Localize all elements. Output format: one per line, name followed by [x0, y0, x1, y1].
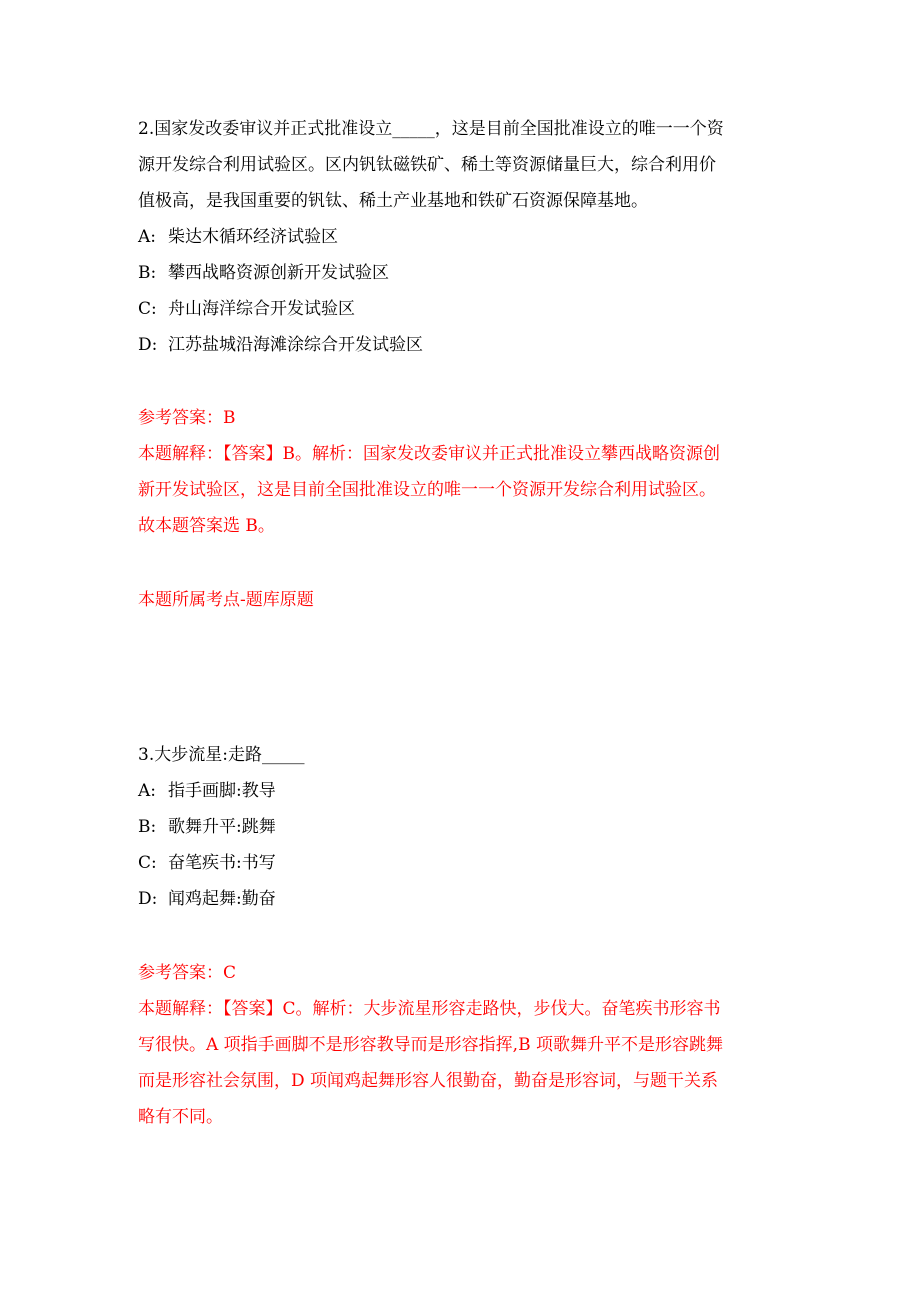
option-text: 攀西战略资源创新开发试验区	[168, 263, 389, 283]
question-2-topic	[138, 582, 788, 618]
stem-line: 值极高，是我国重要的钒钛、稀土产业基地和铁矿石资源保障基地。	[138, 191, 648, 211]
question-3-stem	[138, 737, 788, 773]
explanation-line: 而是形容社会氛围，D 项闻鸡起舞形容人很勤奋，勤奋是形容词，与题干关系	[138, 1071, 719, 1091]
answer-text: 参考答案：B	[138, 408, 236, 428]
question-3-options	[138, 773, 788, 917]
option-key: A:	[138, 781, 157, 801]
option-d	[138, 327, 788, 363]
question-3-answer	[138, 955, 788, 991]
answer-text: 参考答案：C	[138, 963, 237, 983]
explanation-line: 写很快。A 项指手画脚不是形容教导而是形容指挥,B 项歌舞升平不是形容跳舞	[138, 1035, 723, 1055]
option-text: 指手画脚:教导	[168, 781, 276, 801]
option-a	[138, 773, 788, 809]
stem-line: 2.国家发改委审议并正式批准设立_____，这是目前全国批准设立的唯一一个资	[138, 119, 724, 139]
option-text: 江苏盐城沿海滩涂综合开发试验区	[168, 335, 423, 355]
explanation-line: 略有不同。	[138, 1107, 223, 1127]
stem-line: 源开发综合利用试验区。区内钒钛磁铁矿、稀土等资源储量巨大，综合利用价	[138, 155, 716, 175]
explanation-line: 新开发试验区，这是目前全国批准设立的唯一一个资源开发综合利用试验区。	[138, 480, 716, 500]
question-2-answer	[138, 400, 788, 436]
topic-text: 本题所属考点-题库原题	[138, 590, 314, 610]
option-text: 奋笔疾书:书写	[168, 853, 276, 873]
stem-line: 3.大步流星:走路_____	[138, 745, 305, 765]
question-2-explanation	[138, 436, 788, 544]
option-a	[138, 219, 788, 255]
option-key: A:	[138, 227, 157, 247]
option-key: C:	[138, 853, 157, 873]
explanation-line: 本题解释：【答案】C。解析：大步流星形容走路快，步伐大。奋笔疾书形容书	[138, 999, 721, 1019]
option-key: D:	[138, 335, 158, 355]
explanation-line: 本题解释：【答案】B。解析：国家发改委审议并正式批准设立攀西战略资源创	[138, 444, 720, 464]
option-c	[138, 291, 788, 327]
option-text: 柴达木循环经济试验区	[168, 227, 338, 247]
option-key: B:	[138, 263, 157, 283]
question-3-explanation	[138, 991, 788, 1135]
explanation-line: 故本题答案选 B。	[138, 516, 275, 536]
option-key: C:	[138, 299, 157, 319]
option-text: 舟山海洋综合开发试验区	[168, 299, 355, 319]
option-d	[138, 881, 788, 917]
option-text: 歌舞升平:跳舞	[168, 817, 276, 837]
option-c	[138, 845, 788, 881]
option-b	[138, 809, 788, 845]
option-text: 闻鸡起舞:勤奋	[168, 889, 276, 909]
option-key: D:	[138, 889, 158, 909]
option-b	[138, 255, 788, 291]
question-2-stem	[138, 111, 788, 219]
question-2-options	[138, 219, 788, 363]
option-key: B:	[138, 817, 157, 837]
